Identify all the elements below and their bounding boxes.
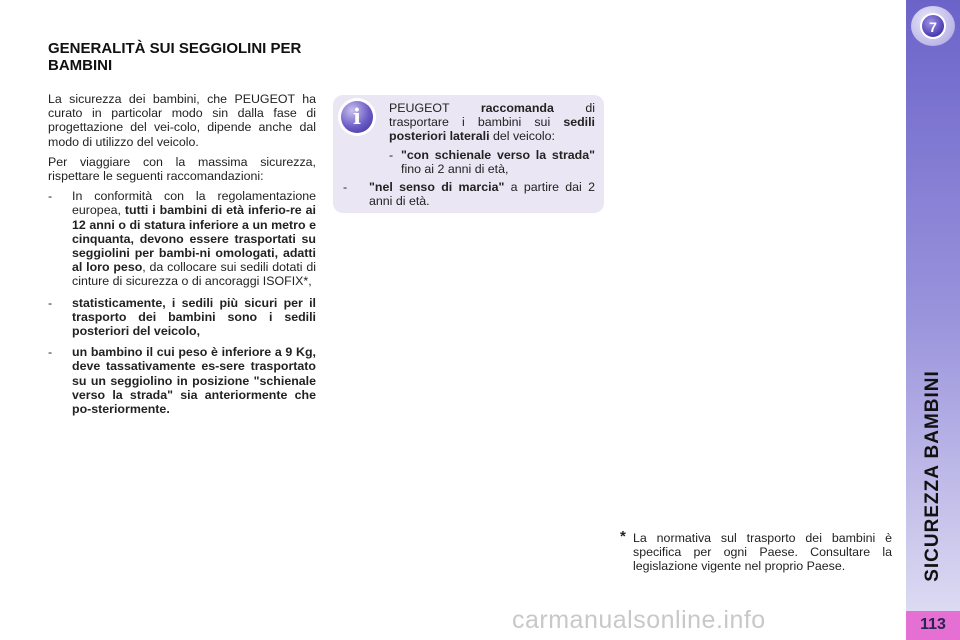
- list-dash: -: [343, 180, 348, 195]
- intro-paragraph-2: Per viaggiare con la massima sicurezza, rispettare le seguenti raccomandazioni:: [48, 154, 316, 184]
- page-title: GENERALITÀ SUI SEGGIOLINI PER BAMBINI: [48, 40, 302, 74]
- info-bullet-1: - "con schienale verso la strada" fino ai 2 anni di età,: [389, 147, 595, 176]
- list-dash: -: [48, 189, 53, 204]
- chapter-number: 7: [929, 19, 937, 35]
- list-item-1-pre: In conformità con la regolamentazione europea,: [72, 189, 316, 218]
- list-dash: -: [48, 295, 53, 310]
- list-dash: -: [48, 345, 53, 360]
- list-item-1-post: , da collocare sui sedili dotati di cinture di sicurezza o di ancoraggi ISOFIX*,: [72, 260, 316, 289]
- footnote-asterisk: *: [620, 528, 626, 545]
- list-item: [48, 189, 316, 288]
- main-column: [48, 92, 316, 423]
- list-dash: -: [389, 147, 394, 162]
- intro-paragraph-1: La sicurezza dei bambini, che PEUGEOT ha curato in particolar modo sin dalla fase di progettazione del vei-colo, dipende anche dal modo di utilizzo del veicolo.: [48, 92, 316, 149]
- list-item-1-bold: tutti i bambini di età inferio-re ai 12 anni o di statura inferiore a un metro e cinquanta, devono essere trasportati su seggiolini per bambi-ni omologati, adatti al loro peso: [72, 203, 316, 275]
- list-item: [48, 345, 316, 416]
- info-box-text: [343, 101, 595, 209]
- info-intro: PEUGEOT raccomanda di trasportare i bambini sui sedili posteriori laterali del veicolo:: [389, 101, 595, 144]
- footnote: [620, 528, 892, 574]
- list-item-2: statisticamente, i sedili più sicuri per il trasporto dei bambini sono i sedili posteriori del veicolo,: [72, 295, 316, 339]
- info-icon: i: [341, 101, 373, 133]
- chapter-badge: [911, 6, 955, 46]
- list-item: [48, 296, 316, 339]
- page-number: 113: [920, 616, 946, 633]
- list-item-3: un bambino il cui peso è inferiore a 9 Kg, deve tassativamente es-sere trasportato su un seggiolino in posizione "schienale verso la strada" sia anteriormente che po-steriormente.: [72, 345, 316, 417]
- info-bullet-2: - "nel senso di marcia" a partire dai 2 anni di età.: [343, 180, 595, 209]
- section-title: SICUREZZA BAMBINI: [922, 370, 943, 582]
- watermark: carmanualsonline.info: [512, 606, 766, 634]
- footnote-text: La normativa sul trasporto dei bambini è specifica per ogni Paese. Consultare la legislazione vigente nel proprio Paese.: [633, 531, 892, 574]
